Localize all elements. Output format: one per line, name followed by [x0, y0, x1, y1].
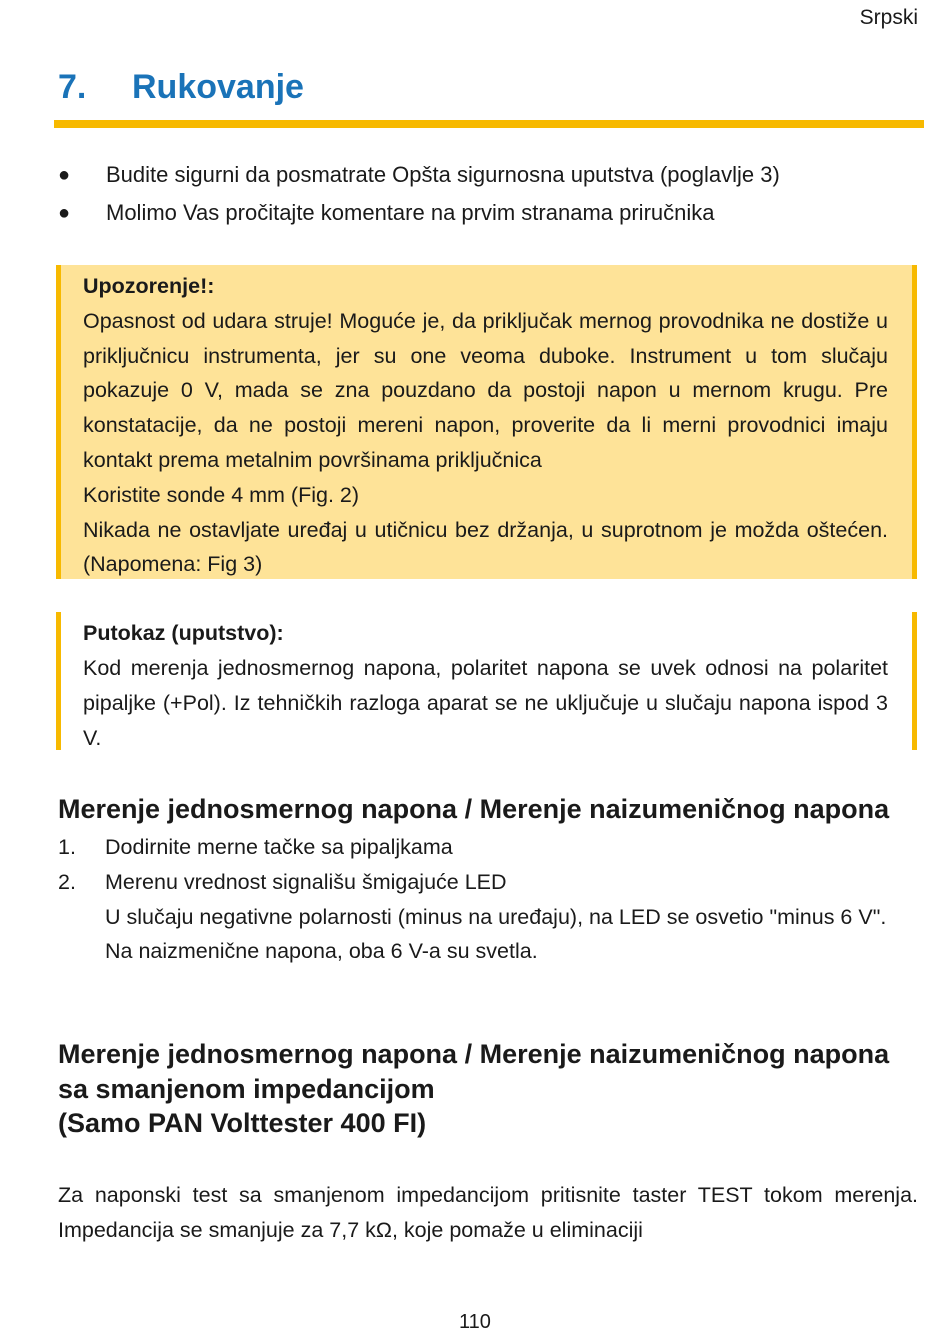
section-heading-line: sa smanjenom impedancijom	[58, 1073, 435, 1104]
warning-paragraph: Nikada ne ostavljate uređaj u utičnicu bez držanja, u suprotnom je možda oštećen. (Napomena: Fig 3)	[83, 517, 888, 577]
chapter-divider	[54, 120, 924, 128]
step-number: 1.	[58, 835, 76, 859]
step-note: U slučaju negativne polarnosti (minus na uređaju), na LED se osvetio "minus 6 V".	[105, 904, 887, 929]
intro-bullet-list	[58, 156, 918, 232]
body-paragraph: Za naponski test sa smanjenom impedancijom pritisnite taster TEST tokom merenja. Impedancija se smanjuje za 7,7 kΩ, koje pomaže u eliminaciji	[58, 1183, 918, 1242]
bullet-icon: ●	[58, 201, 71, 224]
list-item	[58, 156, 918, 194]
chapter-title-text: Rukovanje	[132, 68, 304, 106]
section-heading: Merenje jednosmernog napona / Merenje naizumeničnog napona	[58, 794, 890, 824]
step-text: Merenu vrednost signališu šmigajuće LED	[105, 869, 507, 894]
chapter-number: 7.	[58, 68, 87, 106]
warning-box	[56, 265, 917, 579]
hint-box	[56, 612, 917, 750]
bullet-text: Budite sigurni da posmatrate Opšta sigurnosna uputstva (poglavlje 3)	[106, 162, 780, 187]
warning-title: Upozorenje!:	[83, 274, 215, 298]
list-item	[58, 865, 918, 900]
step-note: Na naizmenične napona, oba 6 V-a su svetla.	[105, 939, 538, 964]
bullet-icon: ●	[58, 163, 71, 186]
step-text: Dodirnite merne tačke sa pipaljkama	[105, 835, 453, 859]
steps-list	[58, 830, 918, 969]
section-heading	[58, 1037, 889, 1141]
list-item	[58, 830, 918, 865]
section-heading-line: (Samo PAN Volttester 400 FI)	[58, 1108, 427, 1138]
section-heading-line: Merenje jednosmernog napona / Merenje naizumeničnog napona	[58, 1039, 890, 1069]
hint-text: Kod merenja jednosmernog napona, polaritet napona se uvek odnosi na polaritet pipaljke (+Pol). Iz tehničkih razloga aparat se ne uključuje u slučaju napona ispod 3 V.	[83, 656, 888, 750]
bullet-text: Molimo Vas pročitajte komentare na prvim stranama priručnika	[106, 200, 715, 225]
header-language: Srpski	[859, 6, 918, 29]
list-item	[58, 194, 918, 232]
step-number: 2.	[58, 869, 76, 894]
warning-paragraph: Koristite sonde 4 mm (Fig. 2)	[83, 482, 360, 507]
hint-title: Putokaz (uputstvo):	[83, 621, 284, 645]
chapter-title	[58, 68, 304, 107]
page-number: 110	[459, 1311, 491, 1333]
warning-paragraph: Opasnost od udara struje! Moguće je, da priključak mernog provodnika ne dostiže u priključnicu instrumenta, jer su one veoma duboke. Instrument u tom slučaju pokazuje 0 V, mada se zna pouzdano da postoji napon u mernom krugu. Pre konstatacije, da ne postoji mereni napon, proverite da li merni provodnici imaju kontakt prema metalnim površinama priključnica	[83, 308, 888, 472]
